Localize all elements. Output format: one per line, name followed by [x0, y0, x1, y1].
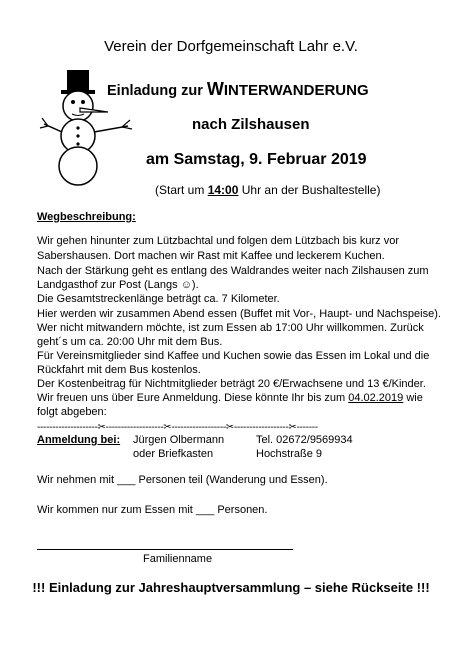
- dinner-only-line: Wir kommen nur zum Essen mit ___ Personen.: [37, 504, 268, 516]
- contact-street: Hochstraße 9: [256, 448, 323, 460]
- participants-line: Wir nehmen mit ___ Personen teil (Wanderung und Essen).: [37, 474, 328, 486]
- contact-name: Jürgen Olbermann: [133, 434, 225, 446]
- registration-label: Anmeldung bei:: [37, 434, 121, 446]
- route-line: geht´s um ca. 20:00 Uhr mit dem Bus.: [37, 336, 223, 348]
- route-line: Die Gesamtstreckenlänge beträgt ca. 7 Kilometer.: [37, 293, 280, 305]
- route-line: Für Vereinsmitglieder sind Kaffee und Kuchen sowie das Essen im Lokal und die: [37, 350, 430, 362]
- signup-prefix: Wir freuen uns über Eure Anmeldung. Diese könnte Ihr bis zum: [37, 392, 349, 404]
- footer-notice: !!! Einladung zur Jahreshauptversammlung – siehe Rückseite !!!: [32, 580, 430, 595]
- route-line: Wir gehen hinunter zum Lützbachtal und folgen dem Lützbach bis kurz vor: [37, 235, 399, 247]
- start-time: 14:00: [207, 183, 239, 197]
- invitation-cap-letter: W: [206, 79, 224, 99]
- cut-line: --------------------✂-------------------✂------------------✂------------------✂-------: [37, 422, 318, 433]
- contact-phone: Tel. 02672/9569934: [256, 434, 353, 446]
- route-line: Wer nicht mitwandern möchte, ist zum Essen ab 17:00 Uhr willkommen. Zurück: [37, 322, 424, 334]
- route-line: Der Kostenbeitrag für Nichtmitglieder beträgt 20 €/Erwachsene und 13 €/Kinder.: [37, 378, 426, 390]
- destination: nach Zilshausen: [192, 116, 310, 133]
- invitation-prefix: Einladung zur: [107, 83, 207, 99]
- route-line: Hier werden wir zusammen Abend essen (Buffet mit Vor-, Haupt- und Nachspeise).: [37, 308, 441, 320]
- signup-line-2: folgt abgeben:: [37, 406, 107, 418]
- signup-suffix: wie: [403, 392, 423, 404]
- signup-line: [37, 392, 423, 404]
- family-name-label: Familienname: [143, 553, 213, 565]
- route-line: Landgasthof zur Post (Langs ☺).: [37, 279, 199, 291]
- invitation-title: [107, 79, 369, 100]
- route-heading: Wegbeschreibung:: [37, 211, 136, 223]
- route-line: Nach der Stärkung geht es entlang des Waldrandes weiter nach Zilshausen zum: [37, 265, 429, 277]
- organization-title: Verein der Dorfgemeinschaft Lahr e.V.: [104, 38, 358, 55]
- family-name-line: [37, 549, 293, 550]
- invitation-rest: INTERWANDERUNG: [223, 82, 369, 99]
- contact-alternative: oder Briefkasten: [133, 448, 214, 460]
- route-line: Sabershausen. Dort machen wir Rast mit Kaffee und leckerem Kuchen.: [37, 250, 385, 262]
- start-info: [155, 183, 380, 197]
- signup-deadline: 04.02.2019: [348, 392, 404, 404]
- route-line: Rückfahrt mit dem Bus kostenlos.: [37, 364, 201, 376]
- event-date: am Samstag, 9. Februar 2019: [146, 151, 367, 168]
- start-prefix: (Start um: [155, 183, 208, 197]
- start-suffix: Uhr an der Bushaltestelle): [238, 183, 381, 197]
